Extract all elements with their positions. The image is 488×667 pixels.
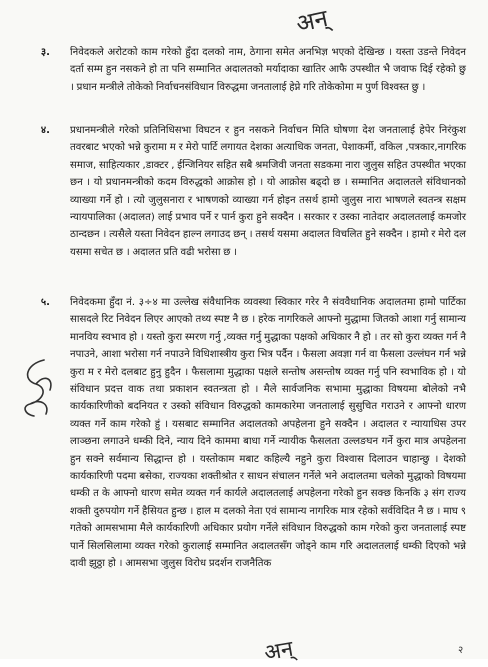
paragraph-number: ४.	[40, 125, 50, 136]
paragraph-text: निवेदकमा हुँदा नं. ३÷४ मा उल्लेख संवैधानिक व्यवस्था स्विकार गरेर नै संववैधानिक अदालतमा हामो पार्टिका सासदले रिट निवेदन लिएर आएको तथ्य स्पष्ट नै छ । हरेक नागरिकले आफ्नो मुद्धामा जितको आशा गर्नु सामान्य मानविय स्वभाव हो । यस्तो कुरा स्मरण गर्नु ,व्यक्त गर्नु मुद्धाका पक्षको अधिकार नै हो । तर सो कुरा व्यक्त गर्न नै नपाउने, आशा भरोसा गर्न नपाउने विधिशास्त्रीय कुरा भित्र पर्दैन । फैसला अवज्ञा गर्न वा फैसला उल्लंघन गर्न भन्ने कुरा म र मेरो दलबाट हुनु हुदैन । फैसलामा मुद्धाका पक्षले सन्तोष असन्तोष व्यक्त गर्नु पनि स्वभाविक हो । यो संविधान प्रदत्त वाक तथा प्रकाशन स्वतन्त्रता हो । मैले सार्वजनिक सभामा मुद्धाका विषयमा बोलेको नभै कार्यकारिणीको बदनियत र उस्को संविधान विरुद्धको कामकारेमा जनतालाई सुसुचित गराउने र आफ्नो धारण व्यक्त गर्ने काम गरेको हुं । यसबाट सम्मानित अदालतको अपहेलना हुने सक्दैन । अदालत र न्यायाधिस उपर लाञ्छना लगाउने धम्की दिने, न्याय दिने काममा बाधा गर्ने न्यायीक फैसलता उल्लङघन गर्ने कुरा मात्र अपहेलना हुन सक्ने सर्वमान्य सिद्धान्त हो । यस्तोकाम मबाट कहिल्यै नहुने कुरा विश्वास दिलाउन चाहान्छु । देशको कार्यकारिणी पदमा बसेका, राज्यका शक्तीश्रोत र साधन संचालन गर्नेले भने अदालतमा चलेको मुद्धाको विषयमा धम्की त के आफ्नो धारण समेत व्यक्त गर्न कार्यले अदालतलाई अपहेलना गरेको हुन सक्छ किनकि ३ संग राज्य शक्ती दुरुपयोग गर्ने हैसियत हुन्छ । हाल म दलको नेता एवं सामान्य नागरिक मात्र रहेको सर्वविदित नै छ । माघ ९ गतेको आमसभामा मैले कार्यकारिणी अधिकार प्रयोग गर्नेले संविधान विरुद्धको काम गरेको कुरा जनतालाई स्पष्ट पार्ने सिलसिलामा व्यक्त गरेको कुरालाई सम्मानित अदालतसँग जोड्ने काम गरि अदालतलाई धम्की दिएको भन्ने दावी झुठ्ठा हो । आमसभा जुलुस विरोध प्रदर्शन राजनैतिक	[70, 297, 466, 570]
paragraph-3	[40, 44, 466, 96]
paragraph-text: प्रधानमन्त्रीले गरेको प्रतिनिधिसभा विघटन र हुन नसकने निर्वाचन मिति घोषणा देश जनतालाई हेपेर निरंकुश तवरबाट भएको भन्ने कुरामा म र मेरो पार्टि लगायत देशका अत्याधिक जनता, पेशाकर्मी, वकिल ,पत्रकार,नागरिक समाज, साहित्यकार ,डाक्टर , ईन्जिनियर सहित सबै श्रमजिवी जनता सडकमा नारा जुलुस सहित उपस्थीत भएका छन । यो प्रधानमन्त्रीको कदम विरुद्धको आक्रोस हो । यो आक्रोस बढ्दो छ । सम्मानित अदालतले संविधानको व्याख्या गर्ने हो । त्यो जुलुसनारा र भाषणको व्याख्या गर्न होइन तसर्थ हामो जुलुस नारा भाषणले स्वतन्त्र सक्षम न्यायपालिका (अदालत) लाई प्रभाव पर्ने र पार्न कुरा हुने सक्दैन । सरकार र उस्का नातेदार अदालतलाई कमजोर ठान्दछन । त्यसैले यस्ता निवेदन हाल्न लगाउद छन् । तसर्थ यसमा अदालत विचलित हुने सक्दैन । हामो र मेरो दल यसमा सचेत छ । अदालत प्रति वढी भरोसा छ ।	[70, 125, 466, 258]
paragraph-number: ५.	[40, 297, 50, 308]
signature-bottom: अन्	[262, 636, 296, 667]
paragraph-number: ३.	[40, 47, 50, 58]
paragraph-5	[40, 294, 466, 573]
paragraph-4	[40, 122, 466, 261]
paragraph-text: निवेदकले अरोटको काम गरेको हुँदा दलको नाम, ठेगाना समेत अनभिज्ञ भएको देखिन्छ । यस्ता उडन्ते निवेदन दर्ता सम्म हुन नसकने हो ता पनि सम्मानित अदालतको मर्यादाका खातिर आफै उपस्थीत भै जवाफ दिई रहेको छु । प्रधान मन्त्रीले तोकेको निर्वाचनसंविधान विरुद्धमा जनतालाई हेप्ने गरि तोकेकोमा म पुर्ण विश्वस्त छु ।	[70, 47, 466, 93]
signature-top: अन्	[293, 4, 331, 38]
margin-signature-scribble	[14, 354, 62, 424]
page-mark: २	[458, 645, 464, 656]
